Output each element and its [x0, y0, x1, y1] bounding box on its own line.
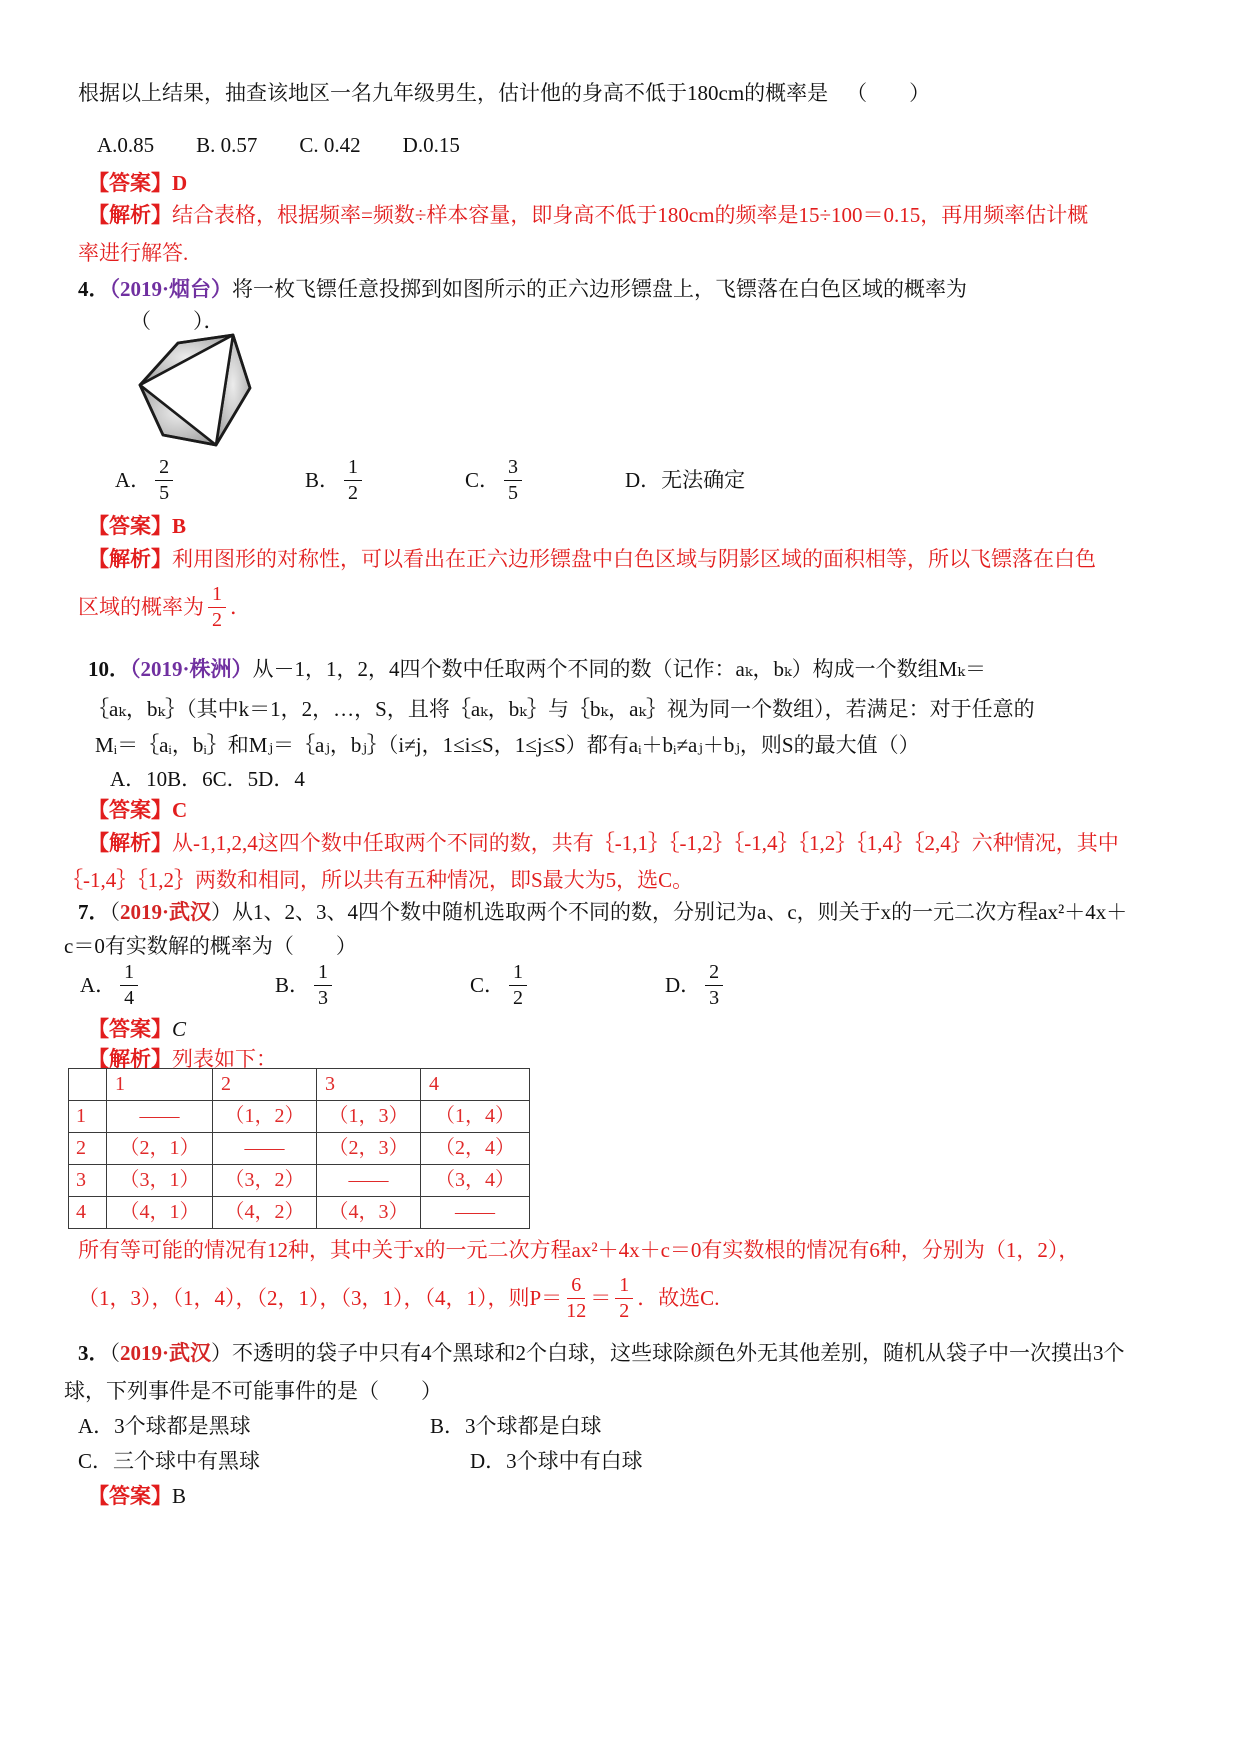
q4-analysis-line2: [78, 578, 251, 636]
q7-line2: [64, 933, 357, 959]
fraction-denominator: 5: [508, 481, 519, 504]
q4-option-b-fraction: [344, 456, 362, 504]
q7-line1: [78, 899, 1127, 925]
q4-stem-line: [78, 276, 967, 302]
q4-paren-line: [130, 308, 225, 334]
q7-post-text2-post: ．故选C.: [637, 1285, 720, 1310]
fraction-numerator: 1: [208, 583, 226, 607]
table-cell: （3，1）: [107, 1165, 213, 1197]
fraction-denominator: 2: [348, 481, 359, 504]
table-row-label: 2: [69, 1133, 107, 1165]
q10-stem1: 从－1，1，2，4四个数中任取两个不同的数（记作：aₖ，bₖ）构成一个数组Mₖ＝: [252, 657, 986, 681]
table-header-cell: 1: [107, 1069, 213, 1101]
q7-probability-fraction-2: [615, 1274, 633, 1322]
table-cell: （3，4）: [421, 1165, 530, 1197]
answer-marker: 【答案】: [88, 1017, 172, 1041]
q10-number: 10．: [88, 657, 130, 681]
q4-option-b-label: B．: [305, 467, 341, 492]
q7-option-b-fraction: [314, 961, 332, 1009]
q4-option-c-label: C．: [465, 467, 501, 492]
q3-answer-line: [88, 1483, 186, 1509]
q7-option-a-label: A．: [80, 972, 117, 997]
q4-option-d: [625, 467, 745, 493]
q7-source-paren-open: （: [109, 900, 120, 924]
q3-source-paren-open: （: [109, 1341, 120, 1365]
q3-options-row-cd: [78, 1448, 643, 1474]
q10-stem2: ｛aₖ，bₖ｝（其中k＝1，2，…，S，且将｛aₖ，bₖ｝与｛bₖ，aₖ｝视为同一个数组），若满足：对于任意的: [88, 697, 1035, 721]
table-cell: （4，3）: [317, 1197, 421, 1229]
q4-option-a: [115, 456, 305, 504]
table-cell: ——: [421, 1197, 530, 1229]
qheight-options: [97, 132, 460, 158]
table-row: [69, 1133, 530, 1165]
qheight-options-line: A.0.85 B. 0.57 C. 0.42 D.0.15: [97, 133, 460, 157]
q3-stem1: 不透明的袋子中只有4个黑球和2个白球，这些球除颜色外无其他差别，随机从袋子中一次摸出3个: [232, 1341, 1125, 1365]
table-row: [69, 1197, 530, 1229]
fraction-denominator: 3: [318, 986, 329, 1009]
q4-number: 4．: [78, 277, 110, 301]
fraction-numerator: 1: [509, 961, 527, 985]
q4-options-row: [115, 452, 745, 508]
q3-option-b: B．3个球都是白球: [430, 1414, 602, 1438]
table-row: [69, 1165, 530, 1197]
q4-stem: 将一枚飞镖任意投掷到如图所示的正六边形镖盘上，飞镖落在白色区域的概率为: [232, 277, 968, 301]
table-cell: （3，2）: [213, 1165, 317, 1197]
q7-options-row: [80, 957, 727, 1013]
qheight-answer-line: [88, 170, 187, 196]
fraction-denominator: 4: [124, 986, 135, 1009]
fraction-denominator: 5: [159, 481, 170, 504]
fraction-numerator: 1: [120, 961, 138, 985]
q7-post-text1: 所有等可能的情况有12种，其中关于x的一元二次方程ax²＋4x＋c＝0有实数根的情况有6种，分别为（1，2），: [78, 1238, 1080, 1262]
q7-answer-line: [88, 1016, 186, 1042]
q3-option-d: D．3个球中有白球: [470, 1449, 643, 1473]
q4-analysis-line1: [88, 546, 1096, 572]
fraction-numerator: 1: [344, 456, 362, 480]
table-cell: （2，4）: [421, 1133, 530, 1165]
fraction-numerator: 3: [504, 456, 522, 480]
q7-option-c-label: C．: [470, 972, 506, 997]
q7-enumeration-table: [68, 1068, 530, 1229]
q10-options-line: A．10B．6C．5D．4: [110, 767, 305, 791]
q4-option-d-text: 无法确定: [661, 467, 746, 492]
q10-stem3: Mᵢ＝｛aᵢ，bᵢ｝和Mⱼ＝｛aⱼ，bⱼ｝（i≠j，1≤i≤S，1≤j≤S）都有aᵢ＋bᵢ≠aⱼ＋bⱼ，则S的最大值（）: [95, 733, 920, 757]
q7-post-text2-mid: ＝: [590, 1285, 612, 1310]
qheight-answer: D: [172, 171, 188, 195]
analysis-marker: 【解析】: [88, 547, 172, 571]
fraction-numerator: 1: [615, 1274, 633, 1298]
q7-post-line1: [78, 1237, 1079, 1263]
hexagon-dartboard-figure: [137, 332, 253, 448]
q3-answer: B: [172, 1484, 187, 1508]
answer-marker: 【答案】: [88, 171, 172, 195]
qheight-analysis-line2: [78, 240, 188, 266]
q3-line1: [78, 1340, 1125, 1366]
table-cell: （2，3）: [317, 1133, 421, 1165]
table-corner-cell: [69, 1069, 107, 1101]
table-header-cell: 3: [317, 1069, 421, 1101]
table-row-label: 1: [69, 1101, 107, 1133]
fraction-numerator: 2: [155, 456, 173, 480]
q3-option-c: C．三个球中有黑球: [78, 1449, 261, 1473]
q3-stem2: 球，下列事件是不可能事件的是（ ）: [64, 1379, 442, 1403]
q4-option-b: [305, 456, 465, 504]
q4-option-c: [465, 456, 625, 504]
q4-analysis-text2-post: ．: [230, 594, 251, 619]
q7-stem2: c＝0有实数解的概率为（ ）: [64, 934, 357, 958]
table-cell: （4，1）: [107, 1197, 213, 1229]
qheight-analysis-text1: 结合表格，根据频率=频数÷样本容量，即身高不低于180cm的频率是15÷100＝0.15，再用频率估计概: [172, 203, 1089, 227]
q4-option-c-fraction: [504, 456, 522, 504]
table-cell: （2，1）: [107, 1133, 213, 1165]
q4-analysis-text2-pre: 区域的概率为: [78, 594, 204, 619]
q7-stem1: 从1、2、3、4四个数中随机选取两个不同的数，分别记为a、c，则关于x的一元二次方程ax²＋4x＋: [232, 900, 1128, 924]
fraction-denominator: 3: [709, 986, 720, 1009]
q10-options: [110, 766, 305, 792]
q4-option-a-fraction: [155, 456, 173, 504]
q7-source: 2019·武汉: [120, 900, 212, 924]
q4-source: （2019·烟台）: [109, 277, 233, 301]
fraction-numerator: 1: [314, 961, 332, 985]
q10-analysis-line2: [62, 867, 693, 893]
q10-source: （2019·株洲）: [130, 657, 253, 681]
q7-option-c: [470, 961, 665, 1009]
q3-source-paren-close: ）: [211, 1341, 233, 1365]
q10-analysis-text1: 从-1,1,2,4这四个数中任取两个不同的数，共有｛-1,1｝｛-1,2｝｛-1,4｝｛1,2｝｛1,4｝｛2,4｝六种情况，其中: [172, 831, 1119, 855]
q4-analysis-text1: 利用图形的对称性，可以看出在正六边形镖盘中白色区域与阴影区域的面积相等，所以飞镖落在白色: [172, 547, 1096, 571]
analysis-marker: 【解析】: [88, 203, 172, 227]
table-header-row: [69, 1069, 530, 1101]
answer-marker: 【答案】: [88, 1484, 172, 1508]
table-cell: ——: [107, 1101, 213, 1133]
fraction-denominator: 2: [212, 608, 222, 631]
q7-option-b: [275, 961, 470, 1009]
q4-analysis-fraction: [208, 583, 226, 631]
table-cell: （1，3）: [317, 1101, 421, 1133]
table-header-cell: 4: [421, 1069, 530, 1101]
q7-source-paren-close: ）: [211, 900, 233, 924]
q7-option-a: [80, 961, 275, 1009]
q7-option-d: [665, 961, 727, 1009]
table-cell: （4，2）: [213, 1197, 317, 1229]
q7-analysis-intro-text: 列表如下：: [172, 1047, 277, 1071]
answer-marker: 【答案】: [88, 514, 172, 538]
q10-line1: [88, 656, 986, 682]
q7-option-d-fraction: [705, 961, 723, 1009]
q7-probability-fraction-1: [566, 1274, 586, 1322]
qheight-stem: 根据以上结果，抽查该地区一名九年级男生，估计他的身高不低于180cm的概率是: [78, 81, 829, 105]
qheight-paren: （ ）: [846, 81, 931, 105]
q3-line2: [64, 1378, 442, 1404]
table-header-cell: 2: [213, 1069, 317, 1101]
table-cell: ——: [317, 1165, 421, 1197]
q7-post-text2-pre: （1，3），（1，4），（2，1），（3，1），（4，1），则P＝: [78, 1285, 563, 1310]
q10-line2: [88, 696, 1035, 722]
q10-analysis-line1: [88, 830, 1119, 856]
q3-options-row-ab: [78, 1413, 602, 1439]
table-cell: （1，4）: [421, 1101, 530, 1133]
fraction-denominator: 12: [566, 1299, 587, 1322]
q3-source: 2019·武汉: [120, 1341, 212, 1365]
fraction-denominator: 2: [513, 986, 524, 1009]
q7-option-c-fraction: [509, 961, 527, 1009]
table-row-label: 3: [69, 1165, 107, 1197]
q7-number: 7．: [78, 900, 110, 924]
q10-answer: C: [172, 798, 188, 822]
analysis-marker: 【解析】: [88, 831, 172, 855]
q10-answer-line: [88, 797, 187, 823]
q10-line3: [95, 732, 920, 758]
q4-answer: B: [172, 514, 187, 538]
q7-option-d-label: D．: [665, 972, 702, 997]
table-cell: ——: [213, 1133, 317, 1165]
fraction-numerator: 2: [705, 961, 723, 985]
qheight-stem-line: [78, 80, 930, 106]
fraction-denominator: 2: [619, 1299, 630, 1322]
table-row: [69, 1101, 530, 1133]
table-cell: （1，2）: [213, 1101, 317, 1133]
q3-option-a: A．3个球都是黑球: [78, 1414, 251, 1438]
qheight-analysis-text2: 率进行解答.: [78, 241, 189, 265]
fraction-numerator: 6: [567, 1274, 585, 1298]
q4-option-a-label: A．: [115, 467, 152, 492]
q3-number: 3．: [78, 1341, 110, 1365]
q10-analysis-text2: ｛-1,4｝｛1,2｝两数和相同，所以共有五种情况，即S最大为5，选C。: [62, 868, 694, 892]
table-row-label: 4: [69, 1197, 107, 1229]
qheight-analysis-line1: [88, 202, 1088, 228]
q7-post-line2: [78, 1268, 719, 1328]
q4-answer-line: [88, 513, 186, 539]
answer-marker: 【答案】: [88, 798, 172, 822]
analysis-marker: 【解析】: [88, 1047, 172, 1071]
q4-paren: （ ）．: [130, 309, 225, 333]
q7-option-a-fraction: [120, 961, 138, 1009]
q7-answer: C: [172, 1017, 187, 1041]
q7-option-b-label: B．: [275, 972, 311, 997]
q4-option-d-label: D．: [625, 467, 662, 492]
